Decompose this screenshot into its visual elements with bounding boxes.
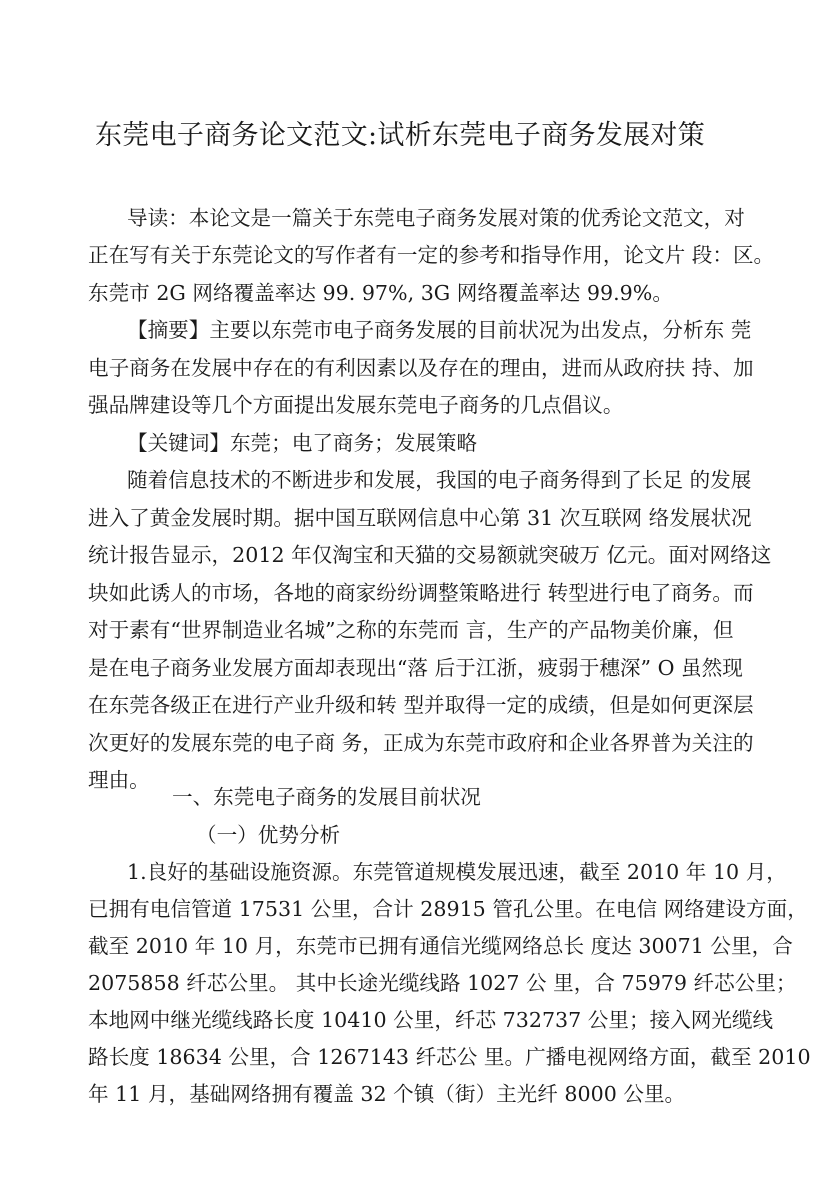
paragraph-line: 1.良好的基础设施资源。东莞管道规模发展迅速，截至 2010 年 10 月， <box>127 860 787 884</box>
paragraph-line: 2075858 纤芯公里。 其中长途光缆线路 1027 公 里，合 75979 纤芯公里； <box>88 971 797 995</box>
section-heading: 一、东莞电子商务的发展目前状况 <box>172 785 481 809</box>
paragraph-line: 已拥有电信管道 17531 公里，合计 28915 管孔公里。在电信 网络建设方面， <box>88 897 808 921</box>
keywords-line: 【关键词】东莞；电了商务；发展策略 <box>127 431 478 455</box>
paragraph-line: 强品牌建设等几个方面提出发展东莞电子商务的几点倡议。 <box>88 393 624 417</box>
paragraph-line: 导读：本论文是一篇关于东莞电子商务发展对策的优秀论文范文，对 <box>127 206 745 230</box>
paragraph-line: 是在电子商务业发展方面却表现出“落 后于江浙，疲弱于穗深” O 虽然现 <box>88 656 743 680</box>
paragraph-line: 【摘要】主要以东莞市电子商务发展的目前状况为出发点，分析东 莞 <box>127 318 752 342</box>
paragraph-line: 对于素有“世界制造业名城”之称的东莞而 言，生产的产品物美价廉，但 <box>88 618 734 642</box>
paragraph-line: 本地网中继光缆线路长度 10410 公里，纤芯 732737 公里；接入网光缆线 <box>88 1008 774 1032</box>
document-title: 东莞电子商务论文范文:试析东莞电子商务发展对策 <box>95 120 705 151</box>
paragraph-line: 路长度 18634 公里，合 1267143 纤芯公 里。广播电视网络方面，截至 2010 <box>88 1045 811 1069</box>
paragraph-line: 理由。 <box>88 768 150 792</box>
paragraph-line: 统计报告显示，2012 年仅淘宝和天猫的交易额就突破万 亿元。面对网络这 <box>88 543 772 567</box>
paragraph-line: 电子商务在发展中存在的有利因素以及存在的理由，进而从政府扶 持、加 <box>88 356 754 380</box>
paragraph-line: 进入了黄金发展时期。据中国互联网信息中心第 31 次互联网 络发展状况 <box>88 506 752 530</box>
paragraph-line: 截至 2010 年 10 月，东莞市已拥有通信光缆网络总长 度达 30071 公里，合 <box>88 934 793 958</box>
paragraph-line: 块如此诱人的市场，各地的商家纷纷调整策略进行 转型进行电了商务。而 <box>88 581 754 605</box>
paragraph-line: 东莞市 2G 网络覆盖率达 99. 97%, 3G 网络覆盖率达 99.9%。 <box>88 281 673 305</box>
paragraph-line: 正在写有关于东莞论文的写作者有一定的参考和指导作用，论文片 段：区。 <box>88 243 775 267</box>
paragraph-line: 随着信息技术的不断进步和发展，我国的电子商务得到了长足 的发展 <box>127 468 752 492</box>
paragraph-line: 在东莞各级正在进行产业升级和转 型并取得一定的成绩，但是如何更深层 <box>88 693 754 717</box>
subsection-heading: （一）优势分析 <box>196 823 341 847</box>
paragraph-line: 次更好的发展东莞的电子商 务，正成为东莞市政府和企业各界普为关注的 <box>88 731 754 755</box>
paragraph-line: 年 11 月，基础网络拥有覆盖 32 个镇（街）主光纤 8000 公里。 <box>88 1082 686 1106</box>
